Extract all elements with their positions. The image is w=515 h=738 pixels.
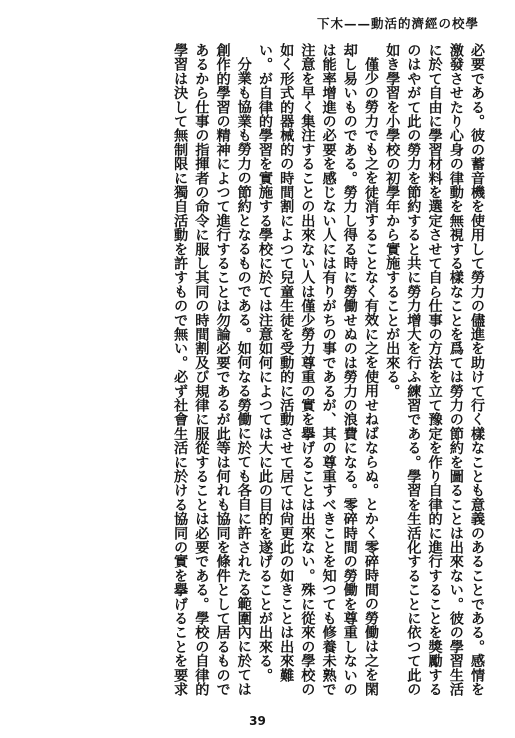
paragraph: 分業も協業も勞力の節約となるものである。如何なる勞働に於ても各自に許されたる範圍內に於ては創作的學習の精神によつて進行することは勿論必要であるが此等は何れも協同を條件として居るものであるから仕事の指揮者の命令に服し其同の時間割及び規律に服從することは必要である。學校の自律的學習は決して無制限に獨自活動を許すもので無い。必ず社會生活に於ける協同の實を擧げることを要求 xyxy=(172,43,252,697)
page-number: 39 xyxy=(249,714,266,728)
body-text xyxy=(17,43,487,699)
paragraph: 必要である。彼の蓄音機を使用して勞力の儘進を助けて行く樣なことも意義のあることである。感情を激發させたり心身の律動を無視する樣なことを爲ては勞力の節約を圖ることは出來ない。彼の學習生活に於て自由に學習材料を選定させて自ら仕事の方法を立て豫定を作り自律的に進行することを獎勵するのはやがて此の勞力を節約すると共に勞力增大を行ふ練習である。學習を生活化することに依つて此の如き學習を小學校の初學年から實施することが出來る。 xyxy=(384,43,485,697)
running-head: 學校の經濟的活動——木下 xyxy=(316,16,479,31)
paragraph: 僅少の勞力でも之を徒消することなく有效に之を使用せねばならぬ。とかく零碎時間の勞働は之を閑却し易いものである。勞力し得る時に勞働せぬのは勞力の浪費になる。零碎時間の勞働を尊重しないのは能率增進の必要を感じない人には有りがちの事であるが、其の尊重すべきことを知つても修養未熟で注意を早く集注することの出來ない人は僅少勞力尊重の實を擧げることは出來ない。殊に從來の學校の如く形式的器械的の時間割によつて兒童生徒を受動的に活動させて居ては尙更此の如きことは出來難い。が自律的學習を實施する學校に於ては注意如何によつては大に此の目的を遂げることが出來る。 xyxy=(256,43,379,697)
